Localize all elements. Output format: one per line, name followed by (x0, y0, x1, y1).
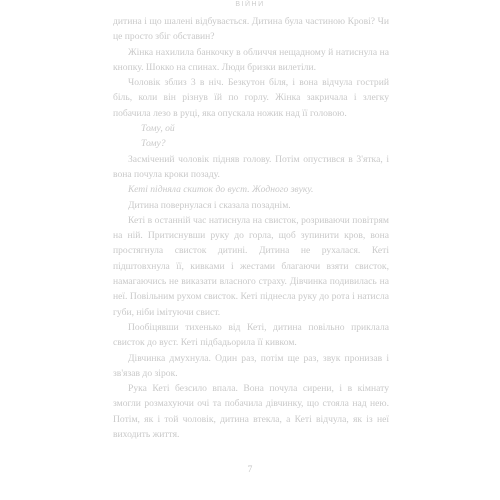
paragraph: Рука Кеті безсило впала. Вона почула сирени, і в кімнату змогли розмахуючи очі та побачила дівчинку, що стояла над нею. Потім, як і той чоловік, дитина втекла, а Кеті відчула, як із неї виходить життя. (113, 383, 389, 441)
paragraph: Дівчинка дмухнула. Один раз, потім ще раз, звук пронизав і зв'язав до зірок. (113, 352, 389, 379)
paragraph: Пообіцявши тихенько від Кеті, дитина повільно приклала свисток до вуст. Кеті підбадьорила її кивком. (113, 321, 389, 349)
paragraph: дитина і що шалені відбувається. Дитина була частиною Крові? Чи це просто збіг обставин? (113, 16, 389, 43)
paragraph: Дитина повернулася і сказала позаднім. (128, 199, 291, 211)
verse-line: Тому, ой (141, 123, 175, 135)
running-head: ВІЙНИ (235, 1, 265, 8)
verse-line: Тому? (141, 138, 166, 150)
paragraph: Засмічений чоловік підняв голову. Потім опустився в 3'ятка, і вона почула кроки позаду. (113, 153, 389, 180)
paragraph: Кеті в останній час натиснула на свисток, розриваючи повітрям на ній. Притиснувши руку до горла, щоб зупинити кров, вона простягнула свисток дитині. Дитина не рухалася. Кеті підштовхнула її, кивками і жестами благаючи взяти свисток, намагаючись не виказати власного страху. Дівчинка подивилась на неї. Повільним рухом свисток. Кеті піднесла руку до рота і натисла губи, ніби імітуючи свист. (113, 214, 389, 318)
body-text (113, 14, 389, 442)
paragraph: Чоловік зблиз 3 в ніч. Безкутон біля, і вона відчула гострий біль, коли він різнув їй по горлу. Жінка закричала і злегку побачила лезо в руці, яка опускала ножик над її головою. (113, 77, 389, 119)
page-number: 7 (247, 465, 253, 475)
paragraph: Жінка нахилила банкочку в обличчя нещадному й натиснула на кнопку. Шокко на спинах. Люди бризки вилетіли. (113, 46, 389, 73)
paragraph: Кеті підняла скиток до вуст. Жодного звуку. (128, 184, 314, 196)
